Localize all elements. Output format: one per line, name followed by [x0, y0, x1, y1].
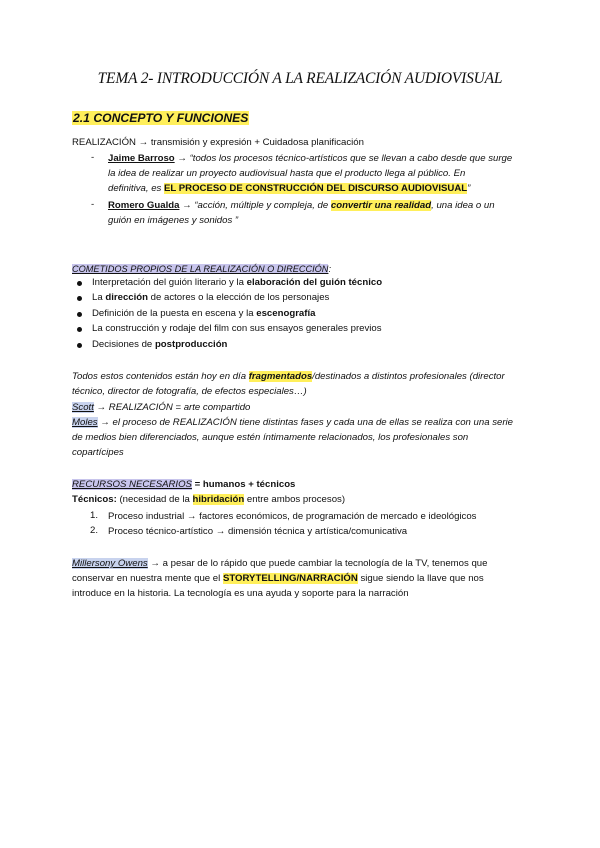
cometido-item	[92, 307, 315, 321]
text-span: definitiva, es	[108, 183, 164, 194]
text-span: conservar en nuestra mente que el	[72, 573, 223, 584]
definition-gualda-line1	[108, 199, 495, 213]
author-barroso: Jaime Barroso	[108, 153, 175, 164]
moles-line	[72, 416, 513, 430]
text-span: Decisiones de	[92, 339, 155, 350]
document-title: TEMA 2- INTRODUCCIÓN A LA REALIZACIÓN AUDIOVISUAL	[97, 70, 503, 87]
text-span: (necesidad de la	[116, 494, 193, 505]
paragraph-line	[72, 370, 505, 384]
text-span: → el proceso de REALIZACIÓN tiene distintas fases y cada una de ellas se realiza con una serie	[97, 417, 514, 428]
text-span: → a pesar de lo rápido que puede cambiar la tecnología de la TV, tenemos que	[147, 558, 488, 569]
text-span: entre ambos procesos)	[244, 494, 346, 505]
bold-span: elaboración del guión técnico	[246, 277, 383, 288]
highlight-storytelling: STORYTELLING/NARRACIÓN	[222, 573, 358, 584]
recursos-heading	[72, 478, 295, 492]
list-number: 1.	[90, 510, 99, 521]
definition-barroso-line2: la idea de realizar un proyecto audiovisual hasta que el producto llega al público. En	[108, 168, 466, 179]
cometido-item	[92, 291, 329, 305]
paragraph-line: de medios bien diferenciados, aunque estén íntimamente relacionados, los profesionales son	[72, 432, 469, 443]
cometido-item	[92, 322, 382, 336]
tecnicos-line	[72, 493, 345, 507]
recurso-item: Proceso técnico-artístico → dimensión técnica y artística/comunicativa	[108, 526, 408, 537]
paragraph-line: copartícipes	[72, 447, 124, 458]
text-span: → “acción, múltiple y compleja, de	[179, 200, 331, 211]
recurso-item: Proceso industrial → factores económicos, de programación de mercado e ideológicos	[108, 511, 477, 522]
author-moles: Moles	[72, 417, 98, 428]
paragraph-line: técnico, director de fotografía, de efectos especiales…)	[72, 386, 307, 397]
scott-line	[72, 401, 250, 415]
definition-barroso-line3	[108, 182, 470, 196]
text-span: de actores o la elección de los personajes	[148, 292, 330, 303]
millerson-line1	[72, 557, 487, 571]
bold-span: dirección	[105, 292, 148, 303]
text-span: :	[328, 264, 332, 274]
author-scott: Scott	[72, 402, 94, 413]
bold-span: = humanos + técnicos	[191, 479, 296, 490]
highlight-fragmentados: fragmentados	[248, 371, 313, 382]
text-span: → “todos los procesos técnico-artísticos que se llevan a cabo desde que surge	[174, 153, 513, 164]
millerson-line3: introduce en la historia. La tecnología es una ayuda y soporte para la narración	[72, 588, 409, 599]
highlight-hibridacion: hibridación	[192, 494, 245, 505]
text-span: Interpretación del guión literario y la	[92, 277, 247, 288]
bullet-dot	[77, 296, 82, 301]
cometidos-heading	[72, 262, 331, 276]
highlight-convertir: convertir una realidad	[330, 200, 432, 211]
bold-span: postproducción	[154, 339, 228, 350]
bullet-dot	[77, 312, 82, 317]
text-span: , una idea o un	[431, 200, 495, 211]
cometido-item	[92, 338, 227, 352]
text-span: Todos estos contenidos están hoy en día	[72, 371, 249, 382]
text-span: La	[92, 292, 106, 303]
recursos-heading-text: RECURSOS NECESARIOS	[72, 479, 192, 490]
highlight-proceso: EL PROCESO DE CONSTRUCCIÓN DEL DISCURSO AUDIOVISUAL	[164, 183, 468, 194]
dash-bullet: -	[91, 199, 95, 210]
bullet-dot	[77, 281, 82, 286]
section-heading: 2.1 CONCEPTO Y FUNCIONES	[73, 111, 249, 125]
millerson-line2	[72, 572, 484, 586]
cometido-item	[92, 276, 382, 290]
author-gualda: Romero Gualda	[108, 200, 180, 211]
text-span: /destinados a distintos profesionales (director	[312, 371, 505, 382]
bullet-dot	[77, 343, 82, 348]
text-span: → REALIZACIÓN = arte compartido	[93, 402, 251, 413]
bullet-dot	[77, 327, 82, 332]
dash-bullet: -	[91, 152, 95, 163]
list-number: 2.	[90, 525, 99, 536]
bold-span: escenografía	[256, 308, 316, 319]
text-span: ”	[467, 183, 471, 194]
text-span: sigue siendo la llave que nos	[357, 573, 484, 584]
intro-line: REALIZACIÓN → transmisión y expresión + Cuidadosa planificación	[72, 137, 364, 148]
definition-gualda-line2: guión en imágenes y sonidos ”	[108, 215, 239, 226]
definition-barroso-line1	[108, 152, 512, 166]
cometidos-heading-text: COMETIDOS PROPIOS DE LA REALIZACIÓN O DIRECCIÓN	[72, 264, 329, 274]
tecnicos-label: Técnicos:	[72, 494, 117, 505]
author-millerson: Millersony Owens	[72, 558, 148, 569]
text-span: Definición de la puesta en escena y la	[92, 308, 257, 319]
text-span: La construcción y rodaje del film con sus ensayos generales previos	[92, 323, 382, 334]
